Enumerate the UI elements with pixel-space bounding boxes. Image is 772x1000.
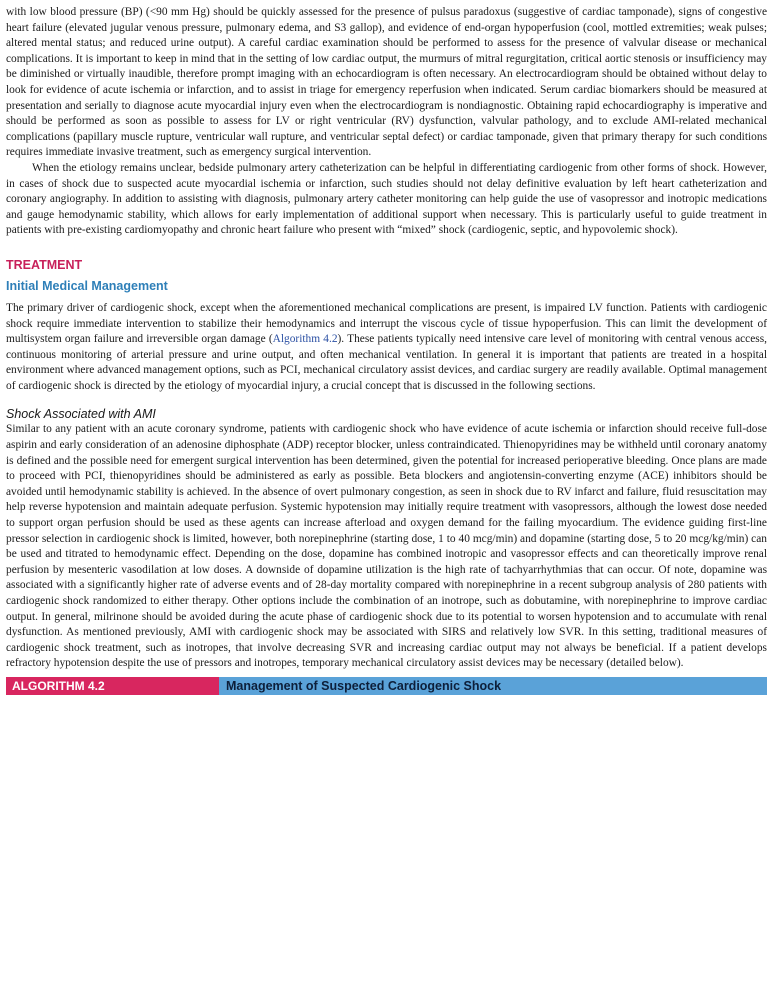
- algorithm-4-2-link[interactable]: Algorithm 4.2: [272, 333, 338, 346]
- paragraph-assessment: with low blood pressure (BP) (<90 mm Hg) should be quickly assessed for the presence of pulsus paradoxus (suggestive of cardiac tamponade), signs of congestive heart failure (elevated jugular venous pressure, pulmonary edema, and S3 gallop), and evidence of end-organ hypoperfusion (cool, mottled extremities; weak pulses; altered mental status; and reduced urine output). A careful cardiac examination should be performed to assess for the presence of valvular disease or mechanical complications. It is important to keep in mind that in the setting of low cardiac output, the murmurs of mitral regurgitation, critical aortic stenosis or insufficiency may be diminished or virtually inaudible, therefore prompt imaging with an echocardiogram is often necessary. An electrocardiogram should be obtained without delay to look for evidence of acute ischemia or infarction, and to assist in triage for emergency reperfusion when indicated. Serum cardiac biomarkers should be measured at presentation and serially to diagnose acute myocardial injury even when the electrocardiogram is nondiagnostic. Obtaining rapid echocardiography is imperative and should be performed as soon as possible to assess for LV or right ventricular (RV) dysfunction, valvular pathology, and to exclude AMI-related mechanical complications (papillary muscle rupture, ventricular wall rupture, and ventricular septal defect) or cardiac tamponade, given that primary therapy for such conditions requires immediate invasive treatment, such as emergency surgical intervention.: [6, 6, 767, 159]
- heading-initial-medical-management: Initial Medical Management: [6, 278, 168, 293]
- paragraph-primary-driver: [6, 301, 767, 395]
- paragraph-shock-ami: Similar to any patient with an acute coronary syndrome, patients with cardiogenic shock who have evidence of acute ischemia or infarction should receive full-dose aspirin and early consideration of an adenosine diphosphate (ADP) receptor blocker, unless contraindicated. Thienopyridines may be withheld until coronary anatomy is defined and the possible need for emergent surgical intervention has been determined, given the potential for increased perioperative bleeding. Once plans are made to proceed with PCI, thienopyridines should be administered as early as possible. Beta blockers and angiotensin-converting enzyme (ACE) inhibitors should be avoided until hemodynamic stability is achieved. In the absence of overt pulmonary congestion, as seen in shock due to RV infarct and failure, fluid resuscitation may help reverse hypotension and maintain adequate perfusion. Systemic hypotension may initially require treatment with vasopressors, although the lowest dose needed to support organ perfusion should be used as these agents can increase afterload and oxygen demand for the failing myocardium. The evidence guiding first-line pressor selection in cardiogenic shock is limited, however, both norepinephrine (starting dose, 1 to 40 mcg/min) and dopamine (starting dose, 5 to 20 mcg/kg/min) can be used and titrated to hemodynamic effect. Depending on the dose, dopamine has combined inotropic and vasopressor effects and can theoretically improve renal perfusion by mesenteric vasodilation at low doses. A downside of dopamine utilization is the high rate of tachyarrhythmias that can occur. Of note, dopamine was associated with a significantly higher rate of adverse events and of 28-day mortality compared with norepinephrine in a recent subgroup analysis of 280 patients with cardiogenic shock randomized to either therapy. Other options include the combination of an inotrope, such as dobutamine, with norepinephrine to improve cardiac output. In general, milrinone should be avoided during the acute phase of cardiogenic shock due to its potential to worsen hypotension and to accumulate with renal dysfunction. As mentioned previously, AMI with cardiogenic shock may be associated with SIRS and relatively low SVR. In this setting, traditional measures of cardiogenic shock treatment, such as inotropes, that involve decreasing SVR and increasing cardiac output may not always be beneficial. If a patient develops refractory hypotension despite the use of pressors and inotropes, temporary mechanical circulatory assist devices may be necessary (detailed below).: [6, 423, 767, 670]
- paragraph-primary-driver-text-2: ). These patients typically need intensive care level of monitoring with central venous access, continuous monitoring of arterial pressure and urine output, and often mechanical ventilation. In general it is important that patients are treated in a hospital environment where advanced management options, such as PCI, mechanical circulatory assist devices, and cardiac surgery are readily available. Optimal management of cardiogenic shock is directed by the etiology of myocardial injury, a crucial concept that is discussed in the following sections.: [6, 333, 768, 392]
- algorithm-label: ALGORITHM 4.2: [6, 677, 219, 695]
- heading-treatment: TREATMENT: [6, 257, 83, 272]
- page-content: [6, 5, 767, 695]
- heading-shock-associated-with-ami: Shock Associated with AMI: [6, 407, 156, 422]
- paragraph-primary-driver-text-1: The primary driver of cardiogenic shock, except when the aforementioned mechanical complications are present, is impaired LV function. Patients with cardiogenic shock require immediate intervention to stabilize their hemodynamics and interrupt the viscous cycle of tissue hypoperfusion. This can limit the development of multisystem organ failure and irreversible organ damage (: [6, 301, 767, 346]
- algorithm-title: Management of Suspected Cardiogenic Shock: [219, 677, 767, 695]
- algorithm-banner: [6, 677, 767, 695]
- paragraph-catheterization: When the etiology remains unclear, bedside pulmonary artery catheterization can be helpful in differentiating cardiogenic from other forms of shock. However, in cases of shock due to suspected acute myocardial ischemia or infarction, such studies should not delay definitive evaluation by left heart catheterization and coronary angiography. In addition to assisting with diagnosis, pulmonary artery catheter monitoring can help guide the use of vasopressor and inotropic medications and gauge hemodynamic stability, which allows for early implementation of additional support when necessary. This is particularly useful to guide treatment in patients with pre-existing cardiomyopathy and chronic heart failure who present with “mixed” shock (cardiogenic, septic, and hypovolemic shock).: [6, 161, 767, 237]
